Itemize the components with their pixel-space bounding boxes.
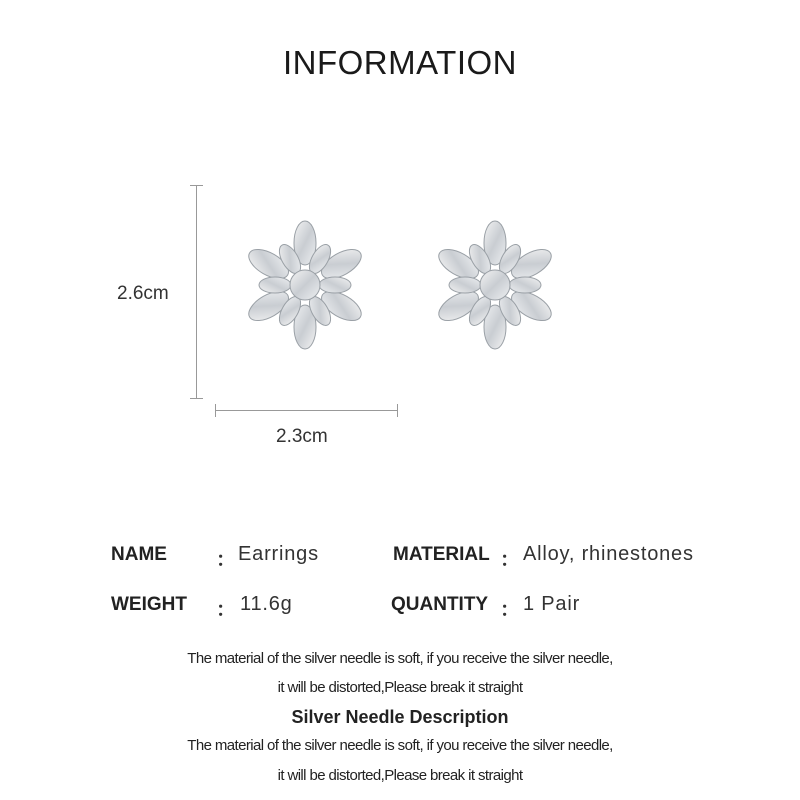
spec-colon: ： [216,599,236,621]
note-heading: Silver Needle Description [291,707,509,727]
note-line: The material of the silver needle is soft, if you receive the silver needle, [187,650,613,667]
spec-value-name: Earrings [238,543,319,565]
spec-value-weight: 11.6g [240,593,293,615]
spec-colon: ： [500,599,520,621]
earring-right [434,221,556,349]
spec-label-material: MATERIAL [393,544,490,565]
note-line: it will be distorted,Please break it straight [277,767,523,784]
spec-label-name: NAME [111,544,167,565]
note-line: The material of the silver needle is soft, if you receive the silver needle, [187,737,613,754]
note-line: it will be distorted,Please break it straight [277,679,523,696]
spec-value-quantity: 1 Pair [523,593,581,615]
spec-label-quantity: QUANTITY [391,594,489,615]
height-label: 2.6cm [117,283,169,304]
spec-label-weight: WEIGHT [111,594,187,615]
width-label: 2.3cm [276,426,328,447]
spec-colon: ： [216,549,236,571]
spec-value-material: Alloy, rhinestones [523,543,694,565]
earring-left [244,221,366,349]
spec-colon: ： [500,549,520,571]
page-title: INFORMATION [282,44,518,81]
